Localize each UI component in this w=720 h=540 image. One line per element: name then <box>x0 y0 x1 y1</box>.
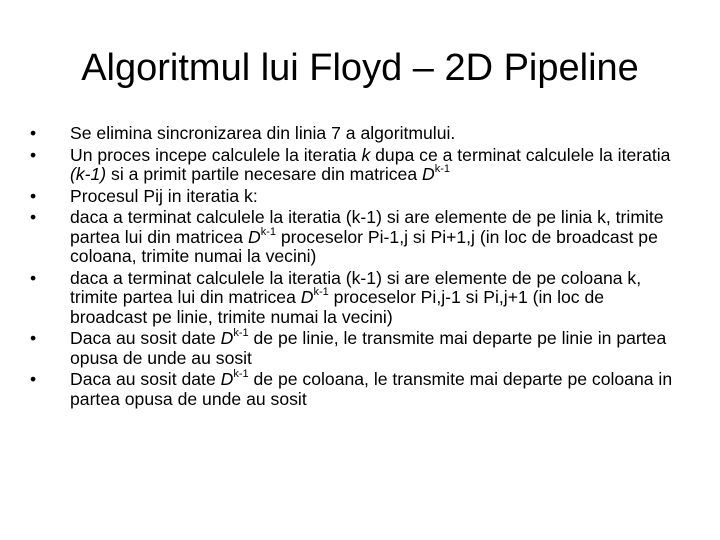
matrix-superscript: k-1 <box>233 368 249 381</box>
list-item-text: proceselor Pi,j-1 si Pi,j+1 (in loc de broadcast pe linie, trimite numai la vecini) <box>70 287 605 327</box>
list-item <box>30 208 680 267</box>
list-item-text: proceselor Pi-1,j si Pi+1,j (in loc de broadcast pe coloana, trimite numai la vecini) <box>70 226 658 266</box>
list-item-text: dupa ce a terminat calculele la iteratia <box>370 144 671 165</box>
matrix-superscript: k-1 <box>434 163 451 176</box>
matrix-d: D <box>247 226 261 247</box>
matrix-superscript: k-1 <box>233 327 249 340</box>
bullet-marker: • <box>30 144 37 165</box>
bullet-marker: • <box>30 267 37 288</box>
list-item-text: si a primit partile necesare din matricea <box>106 164 423 184</box>
list-item-text: Daca au sosit date <box>70 369 221 389</box>
matrix-superscript: k-1 <box>260 225 276 238</box>
list-item-text: daca a terminat calculele la iteratia (k-1) si are elemente de pe coloana k, trimite partea lui din matricea <box>70 267 642 307</box>
slide-title: Algoritmul lui Floyd – 2D Pipeline <box>81 47 639 89</box>
list-item-text: Un proces incepe calculele la iteratia <box>70 144 362 165</box>
list-item-text: Se elimina sincronizarea din linia 7 a algoritmului. <box>70 123 456 143</box>
bullet-marker: • <box>30 369 37 389</box>
list-item-text: Daca au sosit date <box>70 328 221 348</box>
iteration-k: k <box>361 144 371 165</box>
matrix-d: D <box>300 287 314 307</box>
list-item <box>30 187 680 207</box>
list-item <box>30 124 680 144</box>
matrix-superscript: k-1 <box>313 286 329 299</box>
matrix-d: D <box>220 328 234 348</box>
list-item-text: de pe linie, le transmite mai departe pe linie in partea opusa de unde au sosit <box>70 328 667 368</box>
iteration-k-minus-1: (k-1) <box>70 164 107 184</box>
bullet-marker: • <box>30 328 37 348</box>
list-item-text: Procesul Pij in iteratia k: <box>70 185 258 206</box>
bullet-marker: • <box>30 207 37 227</box>
list-item <box>30 370 680 409</box>
list-item <box>30 146 680 185</box>
bullet-marker: • <box>30 185 37 206</box>
list-item <box>30 329 680 368</box>
matrix-d: D <box>220 369 234 389</box>
bullet-marker: • <box>30 123 37 143</box>
matrix-d: D <box>422 164 435 184</box>
bullet-list <box>30 124 680 411</box>
list-item <box>30 269 680 328</box>
list-item-text: de pe coloana, le transmite mai departe pe coloana in partea opusa de unde au sosit <box>70 369 673 409</box>
list-item-text: daca a terminat calculele la iteratia (k-1) si are elemente de pe linia k, trimite partea lui din matricea <box>70 207 664 247</box>
